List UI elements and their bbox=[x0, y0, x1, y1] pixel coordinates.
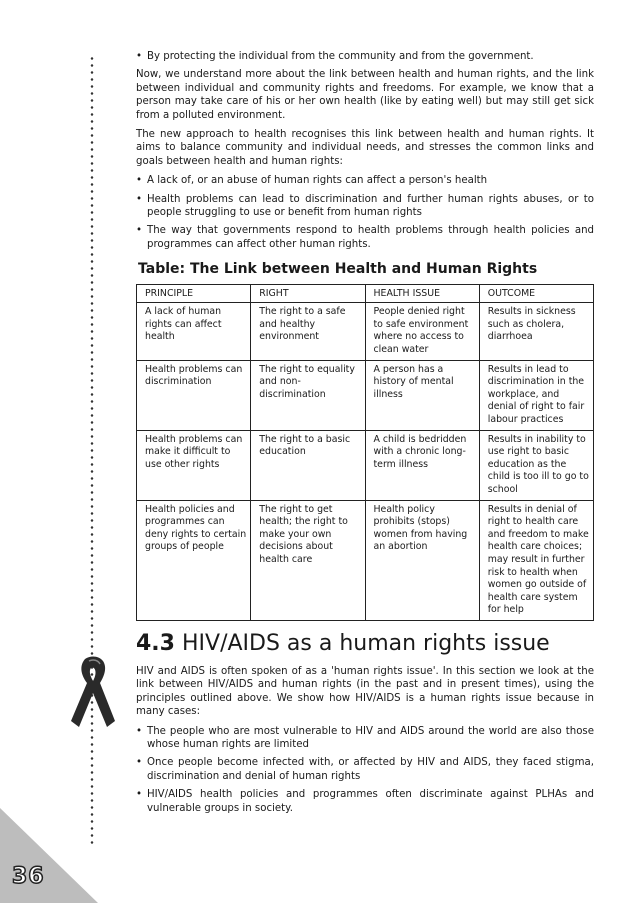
section-title: HIV/AIDS as a human rights issue bbox=[181, 630, 550, 656]
column-header: HEALTH ISSUE bbox=[365, 284, 479, 303]
table-title: Table: The Link between Health and Human Rights bbox=[138, 261, 538, 278]
table-cell: The right to a safe and healthy environment bbox=[251, 303, 365, 360]
list-item: • Health problems can lead to discrimination and further human rights abuses, or to people struggling to use or benefit from human rights bbox=[136, 193, 594, 220]
list-item: • A lack of, or an abuse of human rights can affect a person's health bbox=[136, 174, 594, 187]
table-cell: A person has a history of mental illness bbox=[365, 360, 479, 430]
intro-bullet: • By protecting the individual from the community and from the government. bbox=[136, 50, 594, 63]
table-cell: The right to get health; the right to make your own decisions about health care bbox=[251, 500, 365, 620]
section-paragraph: HIV and AIDS is often spoken of as a 'human rights issue'. In this section we look at the link between HIV/AIDS and human rights (in the past and in present times), using the principles outlined above. We show how HIV/AIDS is a human rights issue because in many cases: bbox=[136, 665, 594, 718]
table-cell: Health problems can discrimination bbox=[137, 360, 251, 430]
page-number: 36 bbox=[12, 864, 45, 889]
main-content bbox=[136, 50, 594, 820]
table-cell: Results in inability to use right to basic education as the child is too ill to go to school bbox=[479, 430, 593, 500]
column-header: OUTCOME bbox=[479, 284, 593, 303]
table-cell: People denied right to safe environment where no access to clean water bbox=[365, 303, 479, 360]
table-cell: Health policy prohibits (stops) women from having an abortion bbox=[365, 500, 479, 620]
column-header: PRINCIPLE bbox=[137, 284, 251, 303]
table-cell: Results in sickness such as cholera, diarrhoea bbox=[479, 303, 593, 360]
table-cell: The right to a basic education bbox=[251, 430, 365, 500]
table-cell: Health problems can make it difficult to use other rights bbox=[137, 430, 251, 500]
table-cell: Health policies and programmes can deny rights to certain groups of people bbox=[137, 500, 251, 620]
table-header-row bbox=[137, 284, 594, 303]
paragraph-1: Now, we understand more about the link between health and human rights, and the link between individual and community rights and freedoms. For example, we know that a person may take care of his or her own health (like by eating well) but may still get sick from a polluted environment. bbox=[136, 69, 594, 121]
table-row bbox=[137, 360, 594, 430]
table-row bbox=[137, 500, 594, 620]
list-item: • The people who are most vulnerable to HIV and AIDS around the world are also those whose human rights are limited bbox=[136, 725, 594, 752]
table-cell: Results in lead to discrimination in the workplace, and denial of right to fair labour practices bbox=[479, 360, 593, 430]
aids-ribbon-icon bbox=[65, 655, 119, 729]
paragraph-2: The new approach to health recognises this link between health and human rights. It aims to balance community and individual needs, and stresses the common links and goals between health and human rights: bbox=[136, 129, 594, 167]
table-row bbox=[137, 303, 594, 360]
list-item: • HIV/AIDS health policies and programmes often discriminate against PLHAs and vulnerable groups in society. bbox=[136, 788, 594, 815]
table-cell: Results in denial of right to health care and freedom to make health care choices; may result in further risk to health when women go outside of health care system for help bbox=[479, 500, 593, 620]
table-row bbox=[137, 430, 594, 500]
section-number: 4.3 bbox=[136, 630, 175, 656]
rights-table bbox=[136, 284, 594, 621]
table-cell: A lack of human rights can affect health bbox=[137, 303, 251, 360]
table-cell: A child is bedridden with a chronic long-term illness bbox=[365, 430, 479, 500]
table-cell: The right to equality and non-discrimination bbox=[251, 360, 365, 430]
section-heading bbox=[136, 630, 594, 658]
list-item: • The way that governments respond to health problems through health policies and programmes can affect other human rights. bbox=[136, 224, 594, 251]
list-item: • Once people become infected with, or affected by HIV and AIDS, they faced stigma, discrimination and denial of human rights bbox=[136, 756, 594, 783]
column-header: RIGHT bbox=[251, 284, 365, 303]
